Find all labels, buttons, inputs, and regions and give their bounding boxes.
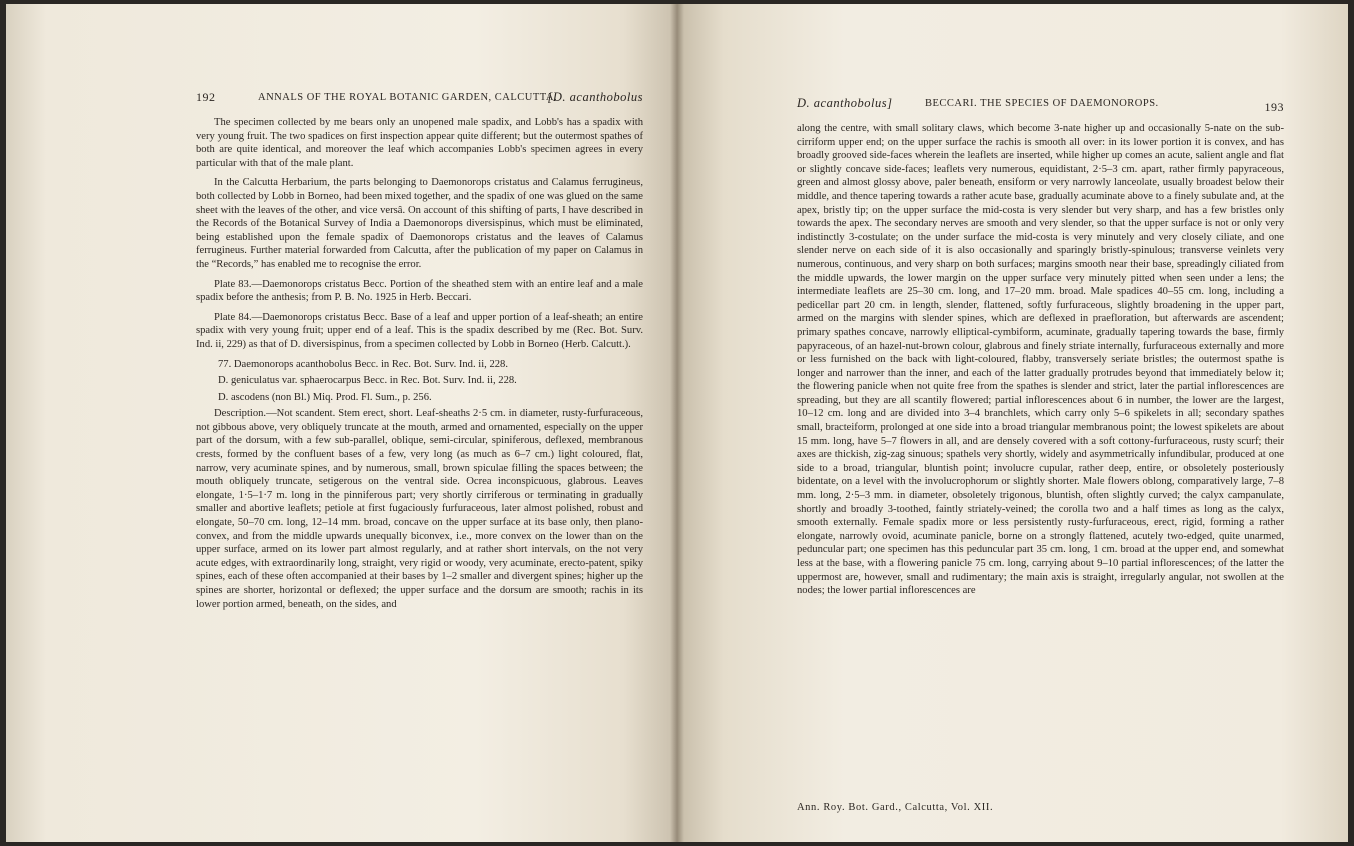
left-page	[6, 4, 677, 842]
right-running-header	[797, 96, 1284, 114]
description-paragraph: Description.—Not scandent. Stem erect, short. Leaf-sheaths 2·5 cm. in diameter, rusty-furfuraceous, not gibbous above, very obliquely truncate at the mouth, armed and ornamented, especially on the upper part of the dorsum, with a few sub-parallel, oblique, semi-circular, spiniferous, deflexed, membranous crests, formed by the confluent bases of a few, very long (as much as 6–7 cm.) light coloured, flat, narrow, very acuminate spines, and by numerous, small, brown spiculae filling the spaces between; the mouth obliquely truncate, setigerous on the ventral side. Ocrea inconspicuous, glabrous. Leaves elongate, 1·5–1·7 m. long in the pinniferous part; very shortly cirriferous or terminating in gradually smaller and abortive leaflets; petiole at first fugaciously furfuraceous, later almost polished, robust and elongate, 50–70 cm. long, 12–14 mm. broad, concave on the upper surface at its base only, then plano-convex, and from the middle upwards unequally biconvex, i.e., more convex on the lower than on the upper surface, armed on its lower part almost regularly, and at rather short intervals, on the not very acute edges, with extraordinarily long, straight, very rigid or woody, very acuminate, erecto-patent, spiky spines, each of these often accompanied at their bases by 1–2 smaller and divergent spines; higher up the spines are shorter, horizontal or deflexed; the upper surface and the dorsum are smooth; rachis in its lower portion armed, beneath, on the sides, and	[196, 408, 643, 610]
paragraph: The specimen collected by me bears only an unopened male spadix, and Lobb's has a spadix with very young fruit. The two spadices on first inspection appear quite different; but the outermost spathes of both are quite identical, and moreover the leaf which accompanies Lobb's specimen agrees in every particular with that of the male plant.	[196, 117, 643, 169]
synonym: D. geniculatus var. sphaerocarpus Becc. in Rec. Bot. Surv. Ind. ii, 228.	[218, 375, 517, 387]
left-page-number: 192	[196, 90, 216, 104]
page-footer: Ann. Roy. Bot. Gard., Calcutta, Vol. XII.	[797, 802, 994, 813]
left-running-title: ANNALS OF THE ROYAL BOTANIC GARDEN, CALCUTTA.	[258, 92, 558, 103]
plate-caption: Plate 84.—Daemonorops cristatus Becc. Base of a leaf and upper portion of a leaf-sheath; an entire spadix with very young fruit; upper end of a leaf. This is the spadix described by me (Rec. Bot. Surv. Ind. ii, 229) as that of D. diversispinus, from a specimen collected by Lobb in Borneo (Herb. Calcutt.).	[196, 311, 643, 350]
book-spread	[6, 4, 1348, 842]
species-heading: 77. Daemonorops acanthobolus Becc. in Rec. Bot. Surv. Ind. ii, 228.	[218, 358, 509, 370]
left-species-tag: [D. acanthobolus	[547, 90, 643, 104]
paragraph: In the Calcutta Herbarium, the parts belonging to Daemonorops cristatus and Calamus ferrugineus, both collected by Lobb in Borneo, had been mixed together, and the spadix of one was glued on the same sheet with the leaves of the other, and vice versâ. On account of this shifting of parts, I have described in the Records of the Botanical Survey of India a Daemonorops diversispinus, which must be eliminated, being established upon the female spadix of Daemonorops cristatus and the leaves of Calamus ferrugineus. Further material forwarded from Calcutta, after the publication of my paper on Calamus in the “Records,” has enabled me to recognise the error.	[196, 177, 643, 270]
right-page-number: 193	[1264, 100, 1284, 114]
plate-caption: Plate 83.—Daemonorops cristatus Becc. Portion of the sheathed stem with an entire leaf and a male spadix before the anthesis; from P. B. No. 1925 in Herb. Beccari.	[196, 278, 643, 304]
right-running-title: BECCARI. THE SPECIES OF DAEMONOROPS.	[925, 98, 1159, 109]
right-species-tag: D. acanthobolus]	[797, 96, 893, 110]
synonym: D. ascodens (non Bl.) Miq. Prod. Fl. Sum., p. 256.	[218, 391, 432, 403]
book-gutter	[670, 4, 684, 842]
description-paragraph: along the centre, with small solitary claws, which become 3-nate higher up and occasionally 5-nate on the sub-cirriform upper end; on the upper surface the rachis is smooth all over: in its lower portion it is convex, and has broadly grooved side-faces wherein the leaflets are inserted, while higher up comes an acute, salient angle and flat or slightly concave side-faces; leaflets very numerous, equidistant, 2·5–3 cm. apart, rather firmly papyraceous, green and almost glossy above, paler beneath, ensiform or very narrowly lanceolate, usually broadest below their middle, and thence tapering towards a rather acute base, gradually acuminate above to a finely subulate and, at the apex, bristly tip; on the upper surface the mid-costa is very slender but very sharp, and has a few bristles only towards the apex. The secondary nerves are smooth and very slender, so that the upper surface is not or only very indistinctly 3-costulate; on the under surface the mid-costa is very minutely and very closely ciliate, and one slender nerve on each side of it is also occasionally and sparingly bristly-spinulous; transverse veinlets very numerous, continuous, and very sharp on both surfaces; margins smooth near their base, spreadingly ciliated from the middle upwards, the lower margin on the upper surface very minutely pitted when seen under a lens; the intermediate leaflets are 25–30 cm. long, and 17–20 mm. broad. Male spadices 40–55 cm. long, including a pedicellar part 20 cm. in length, slender, flattened, softly furfuraceous, slightly broadening in the upper part, armed on the margins with slender spines, which are deflexed in praefloration, but afterwards are ascendent; primary spathes concave, narrowly elliptical-cymbiform, acuminate, gradually tapering towards the base, firmly papyraceous, of an hazel-nut-brown colour, glabrous and finely striate internally, furfuraceous externally and more or less furnished on the back with light-coloured, flabby, transversely seriate bristles; the outermost spathe is longer and narrower than the inner, and each of the latter gradually protrudes beyond that immediately below it; the flowering panicle when not quite free from the spathes is slender and strict, later the partial inflorescences are spreading, but they are all scantily flowered; partial inflorescences about 6 in number, the lower are the largest, 10–12 cm. long and are divided into 3–4 branchlets, which carry only 5–6 spikelets in all; secondary spathes small, bracteiform, prolonged at one side into a broad triangular membranous point; the lowest spikelets are about 15 mm. long, have 5–7 flowers in all, and are densely covered with a soft cottony-furfuraceous, rusty scurf; their axes are thickish, zig-zag sinuous; spathels very shortly, widely and asymmetrically infundibular, produced at one side to a broad, triangular, bluntish point; involucre cupular, rather deep, entire, or obsoletely posteriously bidentate, on a level with the involucrophorum or slightly shorter. Male flowers oblong, comparatively large, 7–8 mm. long, 2·5–3 mm. in diameter, obsoletely trigonous, bluntish, often slightly curved; the calyx campanulate, shortly and broadly 3-toothed, faintly striately-veined; the corolla two and a half times as long as the calyx, smooth externally. Female spadix more or less persistently rusty-furfuraceous, erect, rigid, forming a rather elongate, narrowly ovoid, acuminate panicle, borne on a strongly flattened, acutely two-edged, quite unarmed, peduncular part; one specimen has this peduncular part 35 cm. long, 1 cm. broad at the upper end, and somewhat less at the base, with a flowering panicle 75 cm. long, carrying about 9–10 partial inflorescences; of the latter the uppermost are, however, small and rudimentary; the main axis is straight, irregularly angular, not swollen at the nodes; the lower partial inflorescences are	[797, 123, 1284, 597]
left-running-header	[196, 90, 643, 108]
right-page	[677, 4, 1348, 842]
